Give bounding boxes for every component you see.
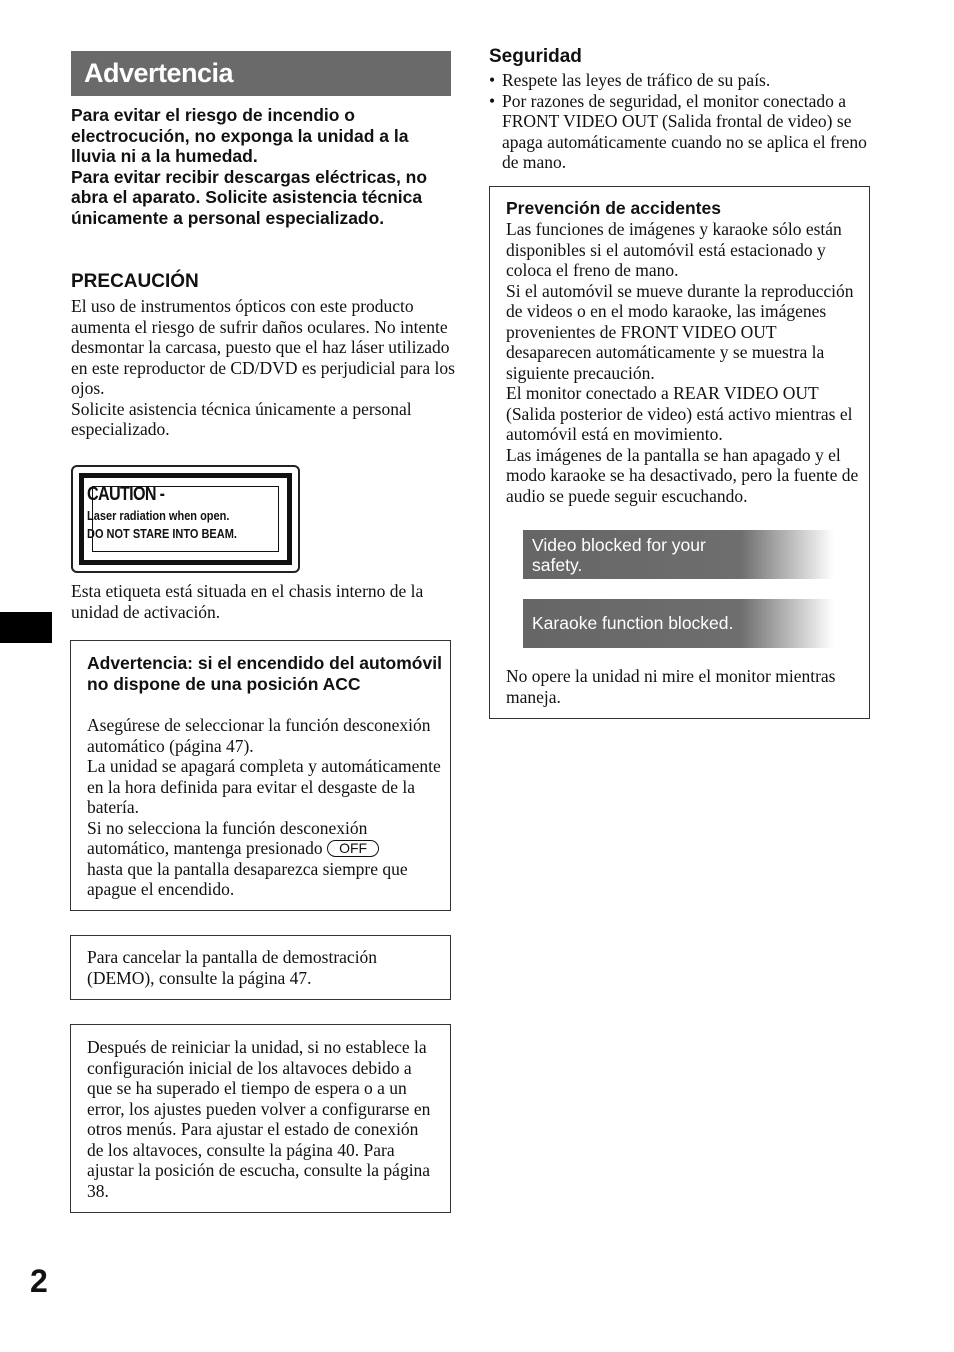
label-line-2: DO NOT STARE INTO BEAM. bbox=[87, 527, 237, 541]
security-item: • Por razones de seguridad, el monitor conectado a FRONT VIDEO OUT (Salida frontal de video) se apaga automáticamente cuando no se aplica el freno de mano. bbox=[489, 91, 874, 173]
accident-body: Las funciones de imágenes y karaoke sólo están disponibles si el automóvil está estacionado y coloca el freno de mano. Si el automóvil se mueve durante la reproducción de videos o en el modo karaoke, las imágenes provenientes de FRONT VIDEO OUT desaparecen automáticamente y se muestra la siguiente precaución. El monitor conectado a REAR VIDEO OUT (Salida posterior de video) está activo mientras el automóvil está en movimiento. Las imágenes de la pantalla se han apagado y el modo karaoke se ha desactivado, pero la fuente de audio se puede seguir escuchando. bbox=[506, 219, 859, 506]
acc-warning-body bbox=[87, 715, 447, 900]
label-line-1: Laser radiation when open. bbox=[87, 509, 230, 523]
laser-caution-label bbox=[71, 465, 300, 573]
caution-body: El uso de instrumentos ópticos con este producto aumenta el riesgo de sufrir daños oculares. No intente desmontar la carcasa, puesto que el haz láser utilizado en este reproductor de CD/DVD es perjudicial para los ojos. Solicite asistencia técnica únicamente a personal especializado. bbox=[71, 296, 455, 439]
reset-info-box: Después de reiniciar la unidad, si no establece la configuración inicial de los altavoces debido a que se ha superado el tiempo de espera o a un error, los ajustes pueden volver a configurarse en otros menús. Para ajustar el estado de conexión de los altavoces, consulte la página 40. Para ajustar la posición de escucha, consulte la página 38. bbox=[70, 1024, 451, 1213]
security-item: • Respete las leyes de tráfico de su país. bbox=[489, 70, 874, 91]
acc-warning-heading: Advertencia: si el encendido del automóvil no dispone de una posición ACC bbox=[87, 653, 442, 694]
label-title: CAUTION - bbox=[87, 484, 165, 505]
karaoke-blocked-screen: Karaoke function blocked. bbox=[523, 599, 834, 648]
security-list bbox=[489, 70, 874, 173]
security-heading: Seguridad bbox=[489, 46, 582, 67]
acc-body-part-2: hasta que la pantalla desaparezca siempre que apague el encendido. bbox=[87, 858, 408, 899]
acc-warning-box bbox=[70, 640, 451, 911]
demo-info-box: Para cancelar la pantalla de demostración (DEMO), consulte la página 47. bbox=[70, 935, 451, 1000]
accident-footer: No opere la unidad ni mire el monitor mientras maneja. bbox=[506, 666, 836, 707]
video-blocked-screen: Video blocked for your safety. bbox=[523, 530, 834, 579]
footer-note bbox=[506, 666, 846, 707]
off-button: OFF bbox=[327, 840, 379, 857]
fire-shock-warning: Para evitar el riesgo de incendio o electrocución, no exponga la unidad a la lluvia ni a la humedad. Para evitar recibir descargas eléctricas, no abra el aparato. Solicite asistencia técnica únicamente a personal especializado. bbox=[71, 105, 428, 228]
accident-heading: Prevención de accidentes bbox=[506, 198, 721, 218]
acc-body-part-1: Asegúrese de seleccionar la función desconexión automático (página 47). La unidad se apagará completa y automáticamente en la hora definida para evitar el desgaste de la batería. Si no selecciona la función desconexión automático, mantenga presionado bbox=[87, 715, 441, 858]
section-tab-marker bbox=[0, 612, 52, 643]
label-location-note: Esta etiqueta está situada en el chasis interno de la unidad de activación. bbox=[71, 581, 424, 622]
page-number: 2 bbox=[30, 1263, 48, 1299]
page-title: Advertencia bbox=[71, 51, 451, 96]
caution-heading: PRECAUCIÓN bbox=[71, 271, 199, 292]
